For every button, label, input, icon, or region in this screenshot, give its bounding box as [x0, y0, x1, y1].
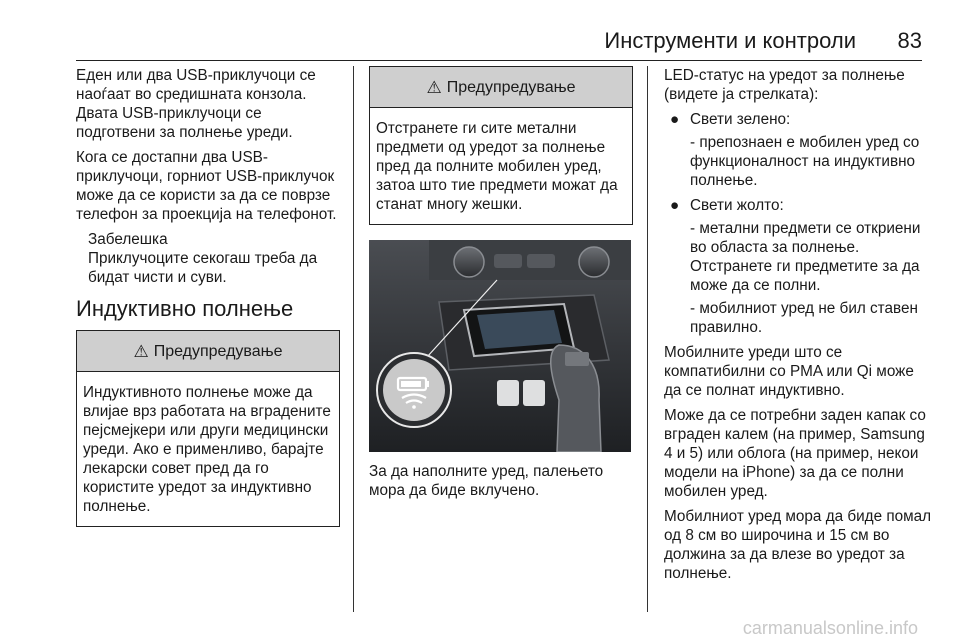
column-1: [76, 66, 340, 527]
column-divider: [353, 66, 354, 612]
center-console-illustration: [369, 240, 631, 452]
list-item-detail: - метални предмети се откриени во областа за полнење. Отстранете ги предметите за да може да се полни.: [690, 220, 921, 294]
warning-title: Предупредување: [153, 342, 283, 360]
usb-paragraph-1: Еден или два USB-приклучоци се наоѓаат во средишната конзола. Двата USB-приклучоци се подготвени за полнење уреди.: [76, 67, 316, 141]
warning-text: Отстранете ги сите метални предмети од уредот за полнење пред да полните мобилен уред, затоа што тие предмети можат да станат многу жешки.: [376, 120, 618, 213]
warning-text: Индуктивното полнење може да влијае врз работата на вградените пејсмејкери или други медицински уреди. Ако е применливо, барајте лекарски совет пред да го користите уредот за индуктивно полнење.: [83, 384, 331, 515]
charger-photo: [369, 240, 631, 452]
led-status-list: [664, 110, 934, 337]
usb-paragraph-2: Кога се достапни два USB-приклучоци, горниот USB-приклучок може да се користи за да се поврзе телефон за проекција на телефонот.: [76, 149, 337, 223]
header-title: Инструменти и контроли: [604, 28, 856, 53]
warning-icon: ⚠: [133, 341, 149, 361]
note-text: Приклучоците секогаш треба да бидат чисти и суви.: [88, 250, 318, 286]
warning-box: [369, 66, 633, 225]
photo-caption: За да наполните уред, палењето мора да биде вклучено.: [369, 463, 604, 499]
section-title: Индуктивно полнење: [76, 296, 294, 321]
note-title: Забелешка: [88, 231, 168, 248]
column-3: [664, 66, 934, 589]
list-item-detail: - мобилниот уред не бил ставен правилно.: [690, 300, 918, 336]
page-number: 83: [897, 28, 922, 53]
page-header: [76, 20, 922, 61]
cover-paragraph: Може да се потребни заден капак со вграден калем (на пример, Samsung 4 и 5) или облога (на пример, некои модели на iPhone) за да се полни мобилен уред.: [664, 407, 926, 500]
bullet-icon: ●: [670, 197, 680, 214]
warning-header: [370, 67, 632, 108]
list-item-detail: - препознаен е мобилен уред со функционалност на индуктивно полнење.: [690, 134, 920, 189]
warning-header: [77, 331, 339, 372]
led-status-intro: LED-статус на уредот за полнење (видете ја стрелката):: [664, 67, 905, 103]
column-divider: [647, 66, 648, 612]
warning-icon: ⚠: [426, 77, 442, 97]
list-item-label: Свети зелено:: [690, 111, 791, 128]
size-paragraph: Мобилниот уред мора да биде помал од 8 см во широчина и 15 см во должина за да влезе во уредот за полнење.: [664, 508, 932, 582]
bullet-icon: ●: [670, 111, 680, 128]
watermark: carmanualsonline.info: [742, 618, 918, 638]
list-item: [664, 196, 934, 337]
compatibility-paragraph: Мобилните уреди што се компатибилни со PMA или Qi може да се полнат индуктивно.: [664, 344, 914, 399]
column-2: [369, 66, 633, 506]
warning-box: [76, 330, 340, 527]
list-item: [664, 110, 934, 190]
list-item-label: Свети жолто:: [690, 197, 784, 214]
warning-title: Предупредување: [446, 78, 576, 96]
